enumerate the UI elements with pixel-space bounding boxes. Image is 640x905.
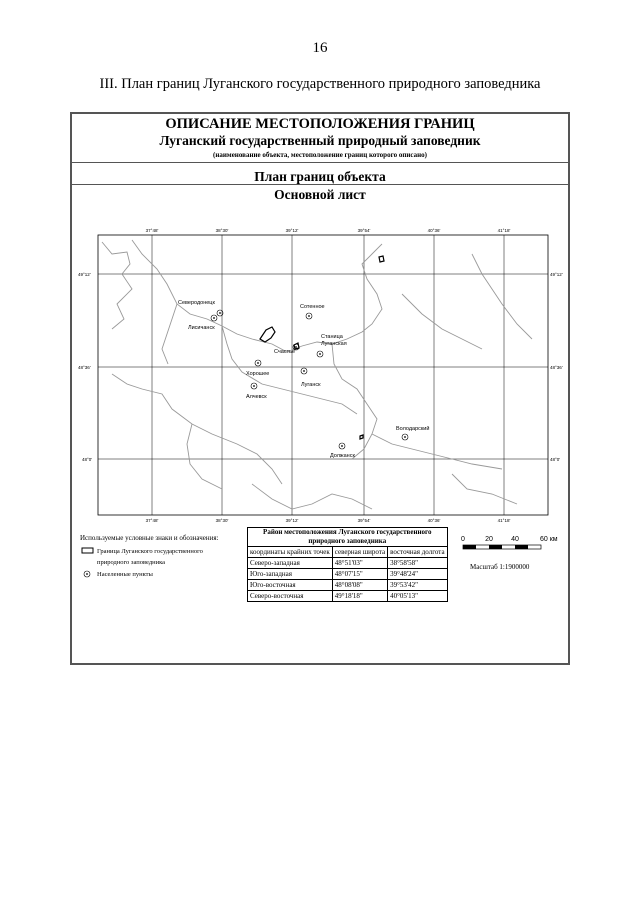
table-header: восточная долгота — [388, 547, 448, 558]
town-lisichansk: Лисичанск — [188, 325, 215, 331]
lat-label: 49°12' — [78, 272, 91, 277]
table-row: Юго-восточная 48°08'08" 39°53'42" — [248, 580, 448, 591]
settlement-dots — [213, 312, 406, 447]
boundary-legend-icon — [82, 548, 93, 553]
town-sotennoe: Сотенное — [300, 304, 325, 310]
lon-label: 41°18' — [497, 228, 511, 233]
legend-settlements: Населенные пункты — [97, 571, 153, 578]
town-stanitsa: Станица — [321, 334, 343, 340]
table-row: Северо-западная 48°51'03" 38°58'58" — [248, 558, 448, 569]
reserve-area — [379, 256, 384, 262]
scale-label: 40 — [511, 536, 519, 543]
table-header: координаты крайних точек — [248, 547, 333, 558]
reserve-area — [360, 435, 363, 439]
scale-bar — [461, 536, 558, 571]
form-title: ОПИСАНИЕ МЕСТОПОЛОЖЕНИЯ ГРАНИЦ — [165, 116, 475, 132]
lon-label: 37°48' — [145, 518, 159, 523]
town-khoroshee: Хорошее — [246, 371, 270, 377]
town-lugansk: Луганск — [301, 382, 321, 388]
lon-label: 39°54' — [357, 228, 371, 233]
object-caption: (наименование объекта, местоположение границ которого описано) — [213, 151, 427, 159]
table-caption: Район местоположения Луганского государственного природного заповедника — [248, 528, 448, 547]
lat-label: 48°36' — [550, 365, 563, 370]
map-rivers — [102, 240, 532, 509]
reserve-area — [260, 327, 275, 342]
map-grid — [98, 235, 548, 515]
town-dolzhansk: Должанск — [330, 453, 355, 459]
scale-label: 60 км — [540, 536, 558, 543]
scale-label: 20 — [485, 536, 493, 543]
table-row: Юго-западная 48°07'15" 39°48'24" — [248, 569, 448, 580]
town-luganskaya: Луганская — [321, 341, 347, 347]
section-title: План границ объекта — [254, 169, 386, 184]
legend-title: Используемые условные знаки и обозначения: — [80, 534, 219, 542]
object-name: Луганский государственный природный заповедник — [159, 133, 481, 148]
legend-boundary: Граница Луганского государственного — [97, 548, 203, 555]
table-header: северная широта — [332, 547, 387, 558]
town-alchevsk: Алчевск — [246, 394, 267, 400]
lat-label: 48°36' — [78, 365, 91, 370]
town-severodonetsk: Северодонецк — [178, 300, 215, 306]
lat-label: 48°0' — [82, 457, 93, 462]
lat-label: 48°0' — [550, 457, 561, 462]
lon-label: 37°48' — [145, 228, 159, 233]
lon-label: 38°30' — [215, 518, 229, 523]
page-number: 16 — [312, 40, 328, 56]
lon-label: 39°12' — [285, 228, 299, 233]
coordinates-table — [247, 527, 448, 602]
lon-labels-bottom — [146, 518, 511, 523]
lon-label: 39°12' — [285, 518, 299, 523]
boundary-form — [70, 112, 570, 665]
lon-label: 40°36' — [427, 518, 441, 523]
page-heading: III. План границ Луганского государственного природного заповедника — [99, 76, 541, 92]
lon-label: 38°30' — [215, 228, 229, 233]
scale-label: 0 — [461, 536, 465, 543]
lat-label: 49°12' — [550, 272, 563, 277]
lon-label: 41°18' — [497, 518, 511, 523]
legend-boundary: природного заповедника — [97, 559, 166, 566]
scale-text: Масштаб 1:1900000 — [470, 563, 530, 571]
lon-label: 39°54' — [357, 518, 371, 523]
lon-label: 40°36' — [427, 228, 441, 233]
town-volodarsky: Володарский — [396, 426, 430, 432]
map-frame — [98, 235, 548, 515]
lon-labels-top — [146, 228, 511, 233]
settlement-markers — [211, 310, 408, 449]
table-row: Северо-восточная 49°18'18" 40°05'13" — [248, 591, 448, 602]
sheet-title: Основной лист — [274, 187, 366, 202]
town-schastye: Счастье — [274, 349, 296, 355]
